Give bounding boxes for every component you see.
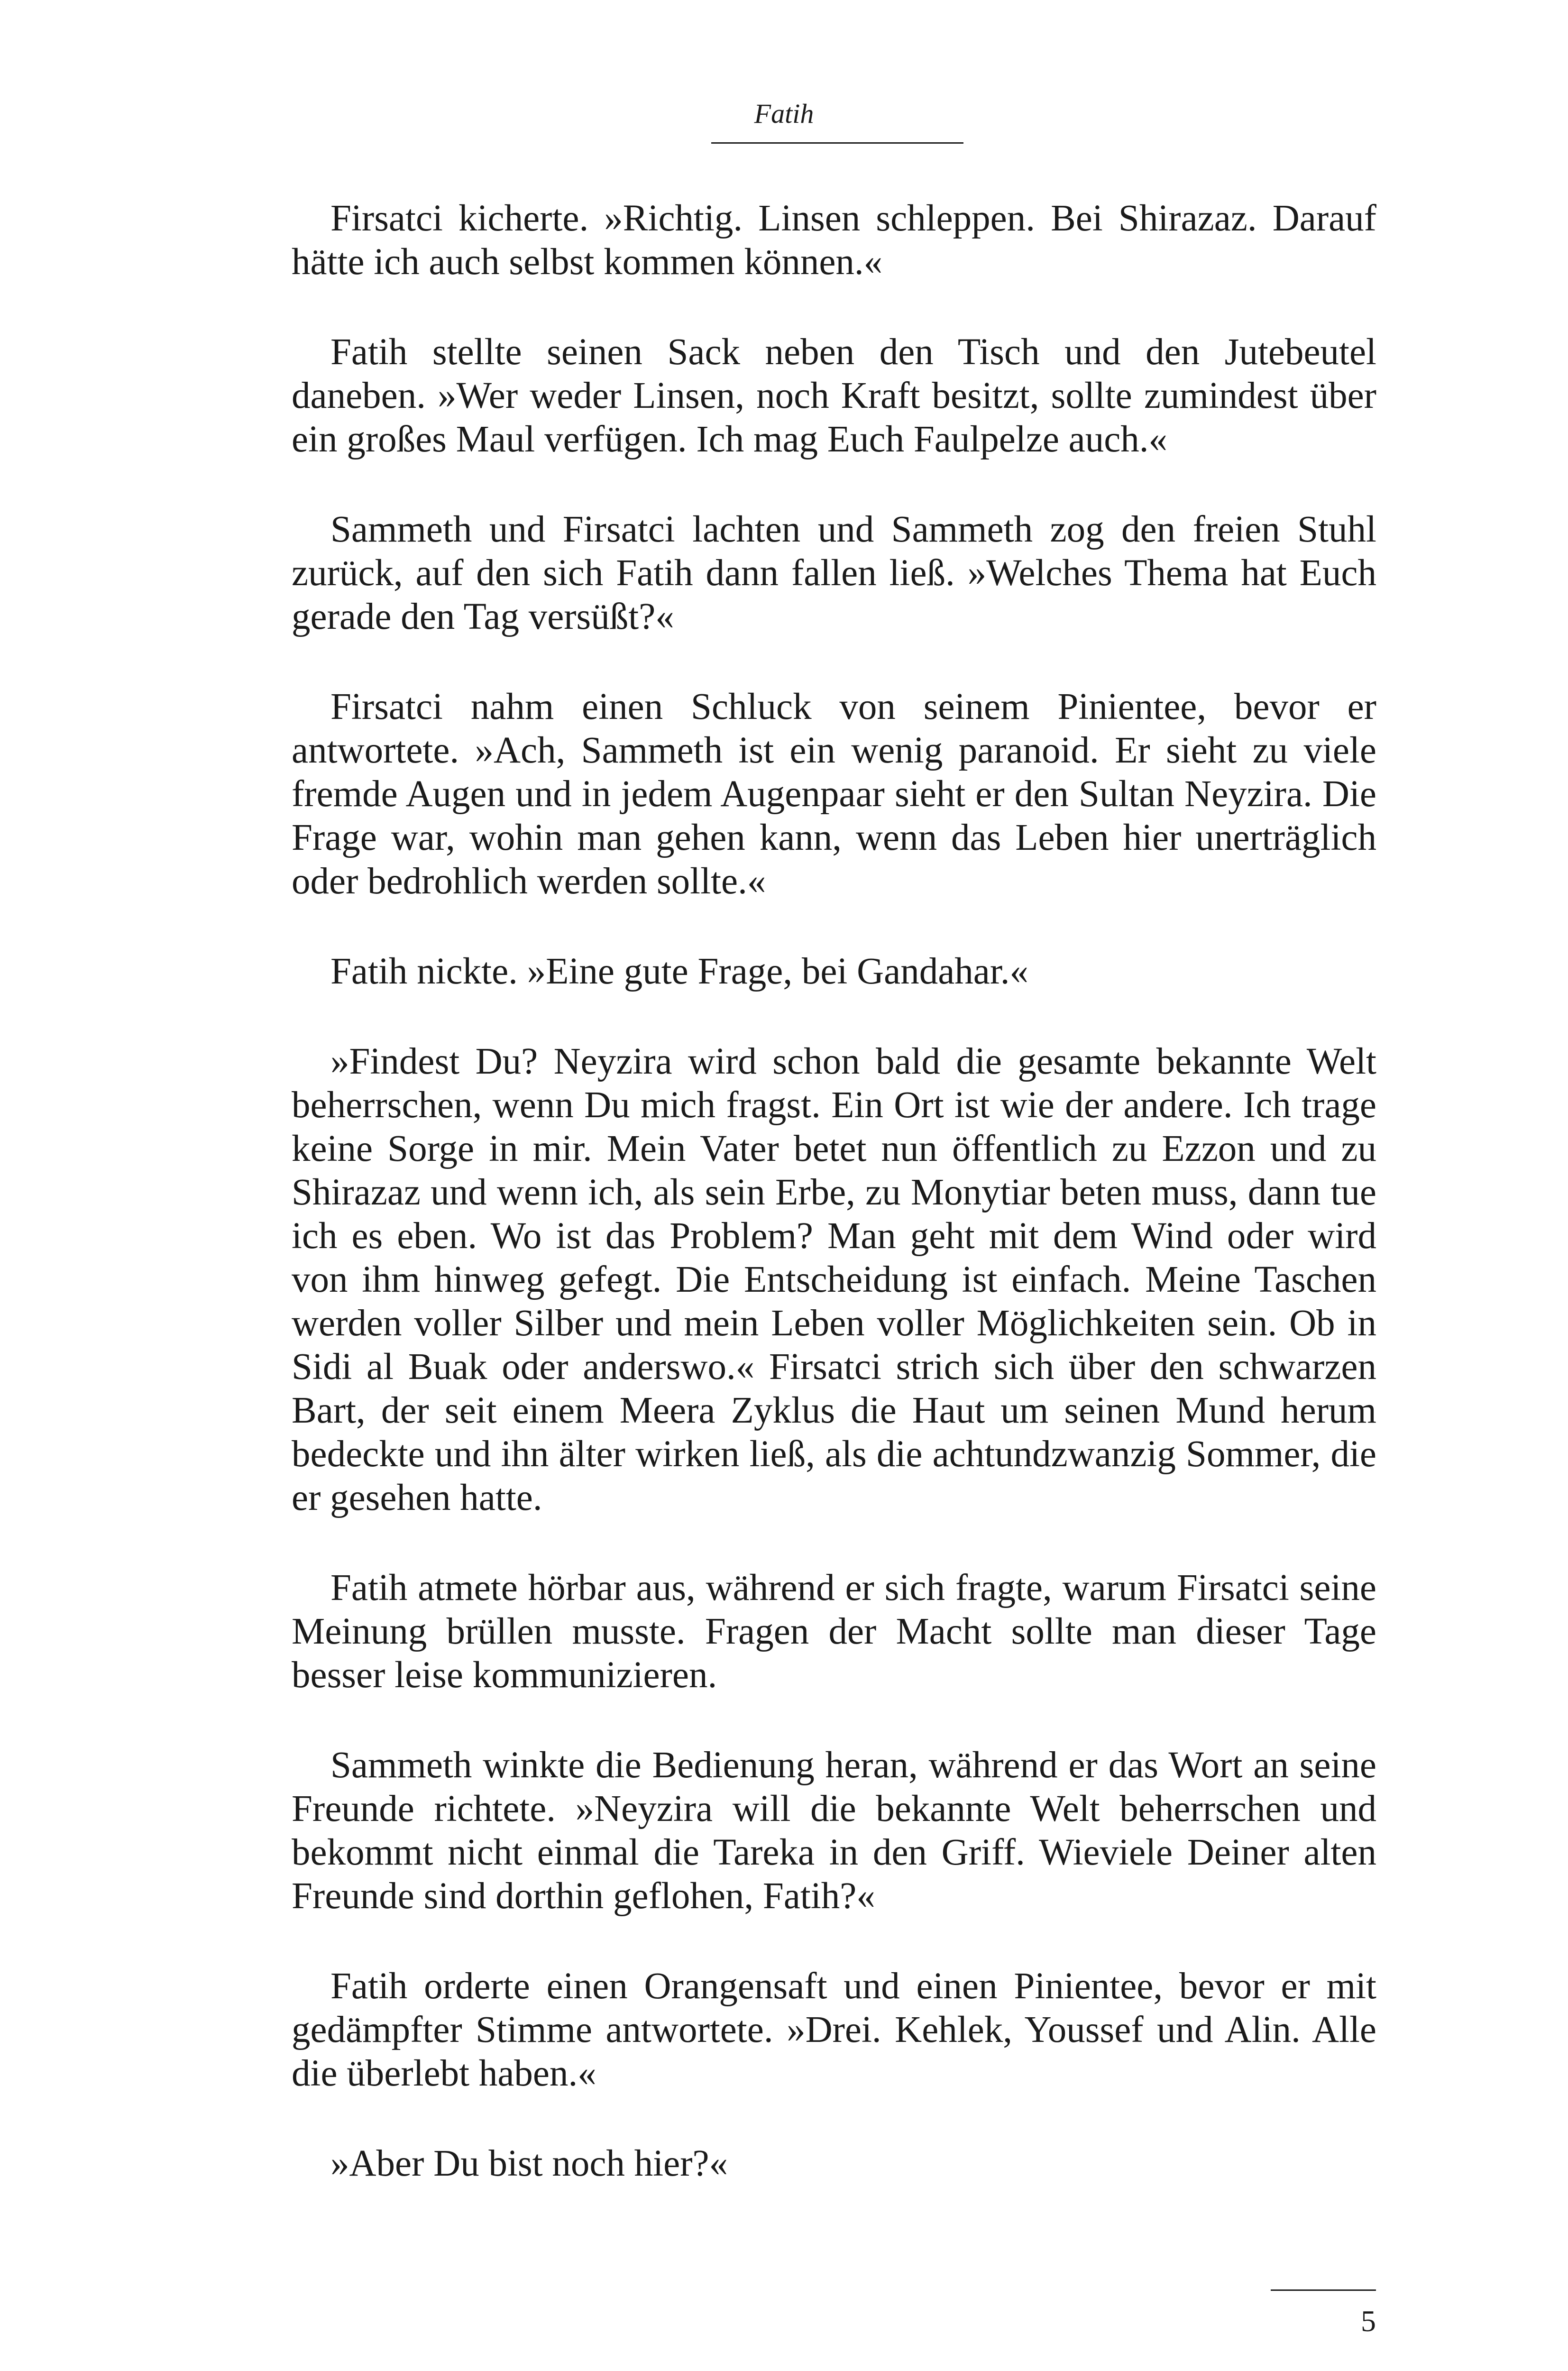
paragraph: »Findest Du? Neyzira wird schon bald die gesamte bekannte Welt beherrschen, wenn Du mich fragst. Ein Ort ist wie der andere. Ich trage keine Sorge in mir. Mein Vater betet nun öffentlich zu Ezzon und zu Shirazaz und wenn ich, als sein Erbe, zu Monytiar beten muss, dann tue ich es eben. Wo ist das Problem? Man geht mit dem Wind oder wird von ihm hinweg gefegt. Die Entscheidung ist einfach. Meine Taschen werden voller Silber und mein Leben voller Möglichkeiten sein. Ob in Sidi al Buak oder anderswo.« Firsatci strich sich über den schwarzen Bart, der seit einem Meera Zyklus die Haut um seinen Mund herum bedeckte und ihn älter wirken ließ, als die achtundzwanzig Sommer, die er gesehen hatte.	[292, 1041, 1376, 1518]
paragraph: Fatih orderte einen Orangensaft und einen Pinientee, bevor er mit gedämpfter Stimme antwortete. »Drei. Kehlek, Youssef und Alin. Alle die überlebt haben.«	[292, 1966, 1376, 2094]
paragraph: Sammeth winkte die Bedienung heran, während er das Wort an seine Freunde richtete. »Neyzira will die bekannte Welt beherrschen und bekommt nicht einmal die Tareka in den Griff. Wieviele Deiner alten Freunde sind dorthin geflohen, Fatih?«	[292, 1745, 1376, 1917]
paragraph: Firsatci kicherte. »Richtig. Linsen schleppen. Bei Shirazaz. Darauf hätte ich auch selbst kommen können.«	[292, 198, 1376, 283]
body-text	[292, 197, 1376, 2232]
footer-rule	[1271, 2289, 1376, 2291]
paragraph: Fatih atmete hörbar aus, während er sich fragte, warum Firsatci seine Meinung brüllen musste. Fragen der Macht sollte man dieser Tage besser leise kommunizieren.	[292, 1567, 1376, 1696]
running-header-title: Fatih	[754, 98, 814, 129]
page-number: 5	[1361, 2304, 1376, 2338]
paragraph: Fatih stellte seinen Sack neben den Tisch und den Jutebeutel daneben. »Wer weder Linsen, noch Kraft besitzt, sollte zumindest über ein großes Maul verfügen. Ich mag Euch Faulpelze auch.«	[292, 331, 1376, 460]
paragraph: Firsatci nahm einen Schluck von seinem Pinientee, bevor er antwortete. »Ach, Sammeth ist ein wenig paranoid. Er sieht zu viele fremde Augen und in jedem Augenpaar sieht er den Sultan Neyzira. Die Frage war, wohin man gehen kann, wenn das Leben hier unerträglich oder bedrohlich werden sollte.«	[292, 686, 1376, 902]
paragraph: »Aber Du bist noch hier?«	[330, 2143, 728, 2184]
paragraph: Fatih nickte. »Eine gute Frage, bei Gandahar.«	[330, 951, 1029, 992]
header-rule	[711, 142, 963, 144]
paragraph: Sammeth und Firsatci lachten und Sammeth zog den freien Stuhl zurück, auf den sich Fatih dann fallen ließ. »Welches Thema hat Euch gerade den Tag versüßt?«	[292, 509, 1376, 637]
running-header	[0, 95, 1568, 133]
